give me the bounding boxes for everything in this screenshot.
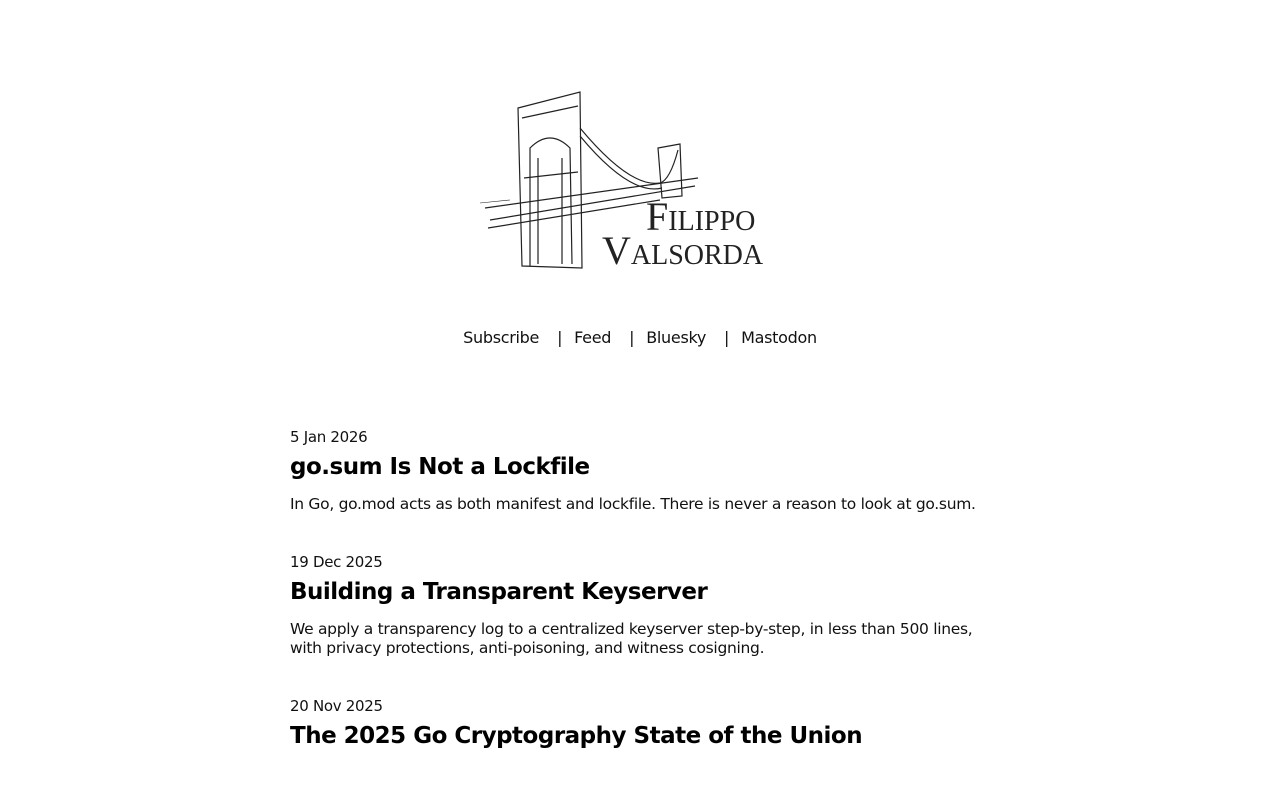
post-title-link[interactable]: Building a Transparent Keyserver <box>290 578 708 605</box>
post-title-link[interactable]: go.sum Is Not a Lockfile <box>290 454 590 480</box>
nav-subscribe[interactable]: Subscribe <box>463 328 540 347</box>
nav-separator: | <box>557 328 563 347</box>
top-nav <box>0 328 1280 347</box>
nav-feed[interactable]: Feed <box>574 328 612 347</box>
logo-wordmark: Filippo Valsorda <box>602 194 764 273</box>
post-list <box>290 427 990 787</box>
post-title-link[interactable]: The 2025 Go Cryptography State of the Union <box>290 722 863 749</box>
post-item <box>290 696 990 750</box>
nav-separator: | <box>724 328 730 347</box>
post-item <box>290 427 990 515</box>
post-item <box>290 552 990 659</box>
nav-mastodon[interactable]: Mastodon <box>741 328 817 347</box>
post-date: 5 Jan 2026 <box>290 428 368 446</box>
nav-bluesky[interactable]: Bluesky <box>646 328 707 347</box>
post-date: 19 Dec 2025 <box>290 552 383 571</box>
post-summary: In Go, go.mod acts as both manifest and lockfile. There is never a reason to look at go.sum. <box>290 495 976 513</box>
post-date: 20 Nov 2025 <box>290 696 383 715</box>
nav-separator: | <box>629 328 635 347</box>
post-summary: We apply a transparency log to a centralized keyserver step-by-step, in less than 500 lines, with privacy protections, anti-poisoning, and witness cosigning. <box>290 619 973 657</box>
